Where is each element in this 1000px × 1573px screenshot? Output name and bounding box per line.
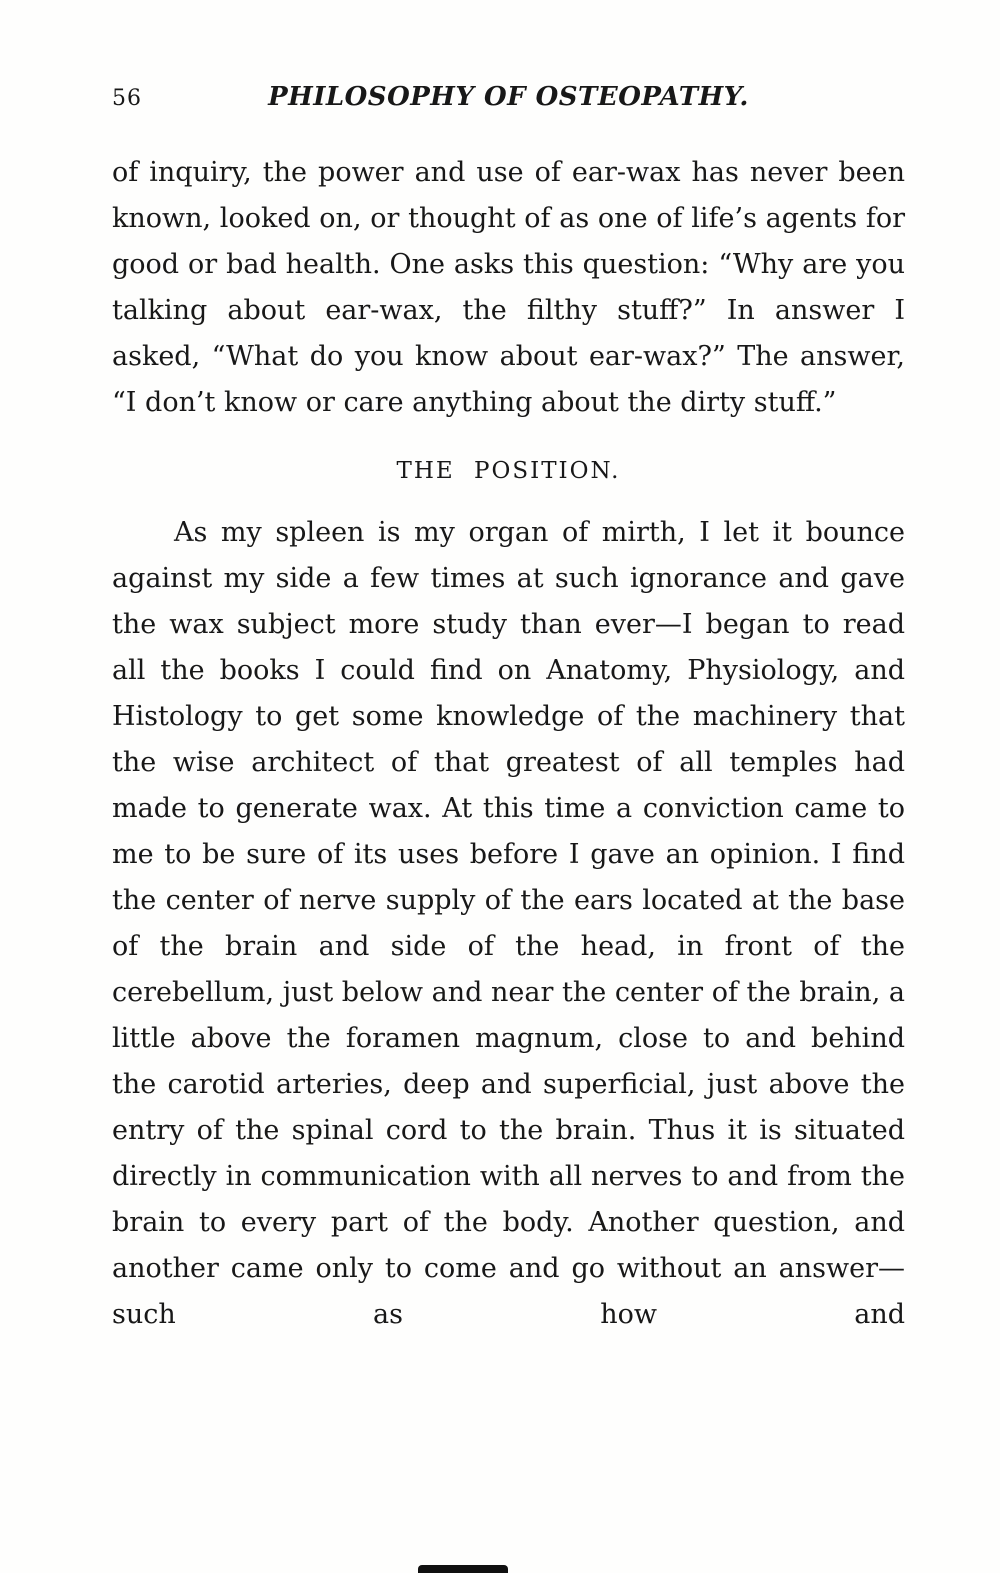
- scan-artifact-next-line: [418, 1565, 508, 1573]
- page-header: [112, 82, 905, 118]
- paragraph-the-position: As my spleen is my organ of mirth, I let it bounce against my side a few times at such ignorance and gave the wax subject more study than ever—I began to read all the books I could find on Anatomy, Physiology, and Histology to get some knowledge of the machinery that the wise architect of that greatest of all temples had made to generate wax. At this time a conviction came to me to be sure of its uses before I gave an opinion. I find the center of nerve supply of the ears located at the base of the brain and side of the head, in front of the cerebellum, just below and near the center of the brain, a little above the foramen magnum, close to and behind the carotid arteries, deep and superficial, just above the entry of the spinal cord to the brain. Thus it is situated directly in communication with all nerves to and from the brain to every part of the body. Another question, and another came only to come and go without an answer—such as how and: [112, 517, 905, 1330]
- running-title: PHILOSOPHY OF OSTEOPATHY.: [268, 82, 749, 112]
- page-number: 56: [112, 86, 142, 111]
- paragraph-continuation: of inquiry, the power and use of ear-wax has never been known, looked on, or thought of as one of life’s agents for good or bad health. One asks this question: “Why are you talking about ear-wax, the filthy stuff?” In answer I asked, “What do you know about ear-wax?” The answer, “I don’t know or care anything about the dirty stuff.”: [112, 157, 905, 418]
- section-heading: THE POSITION.: [396, 458, 621, 484]
